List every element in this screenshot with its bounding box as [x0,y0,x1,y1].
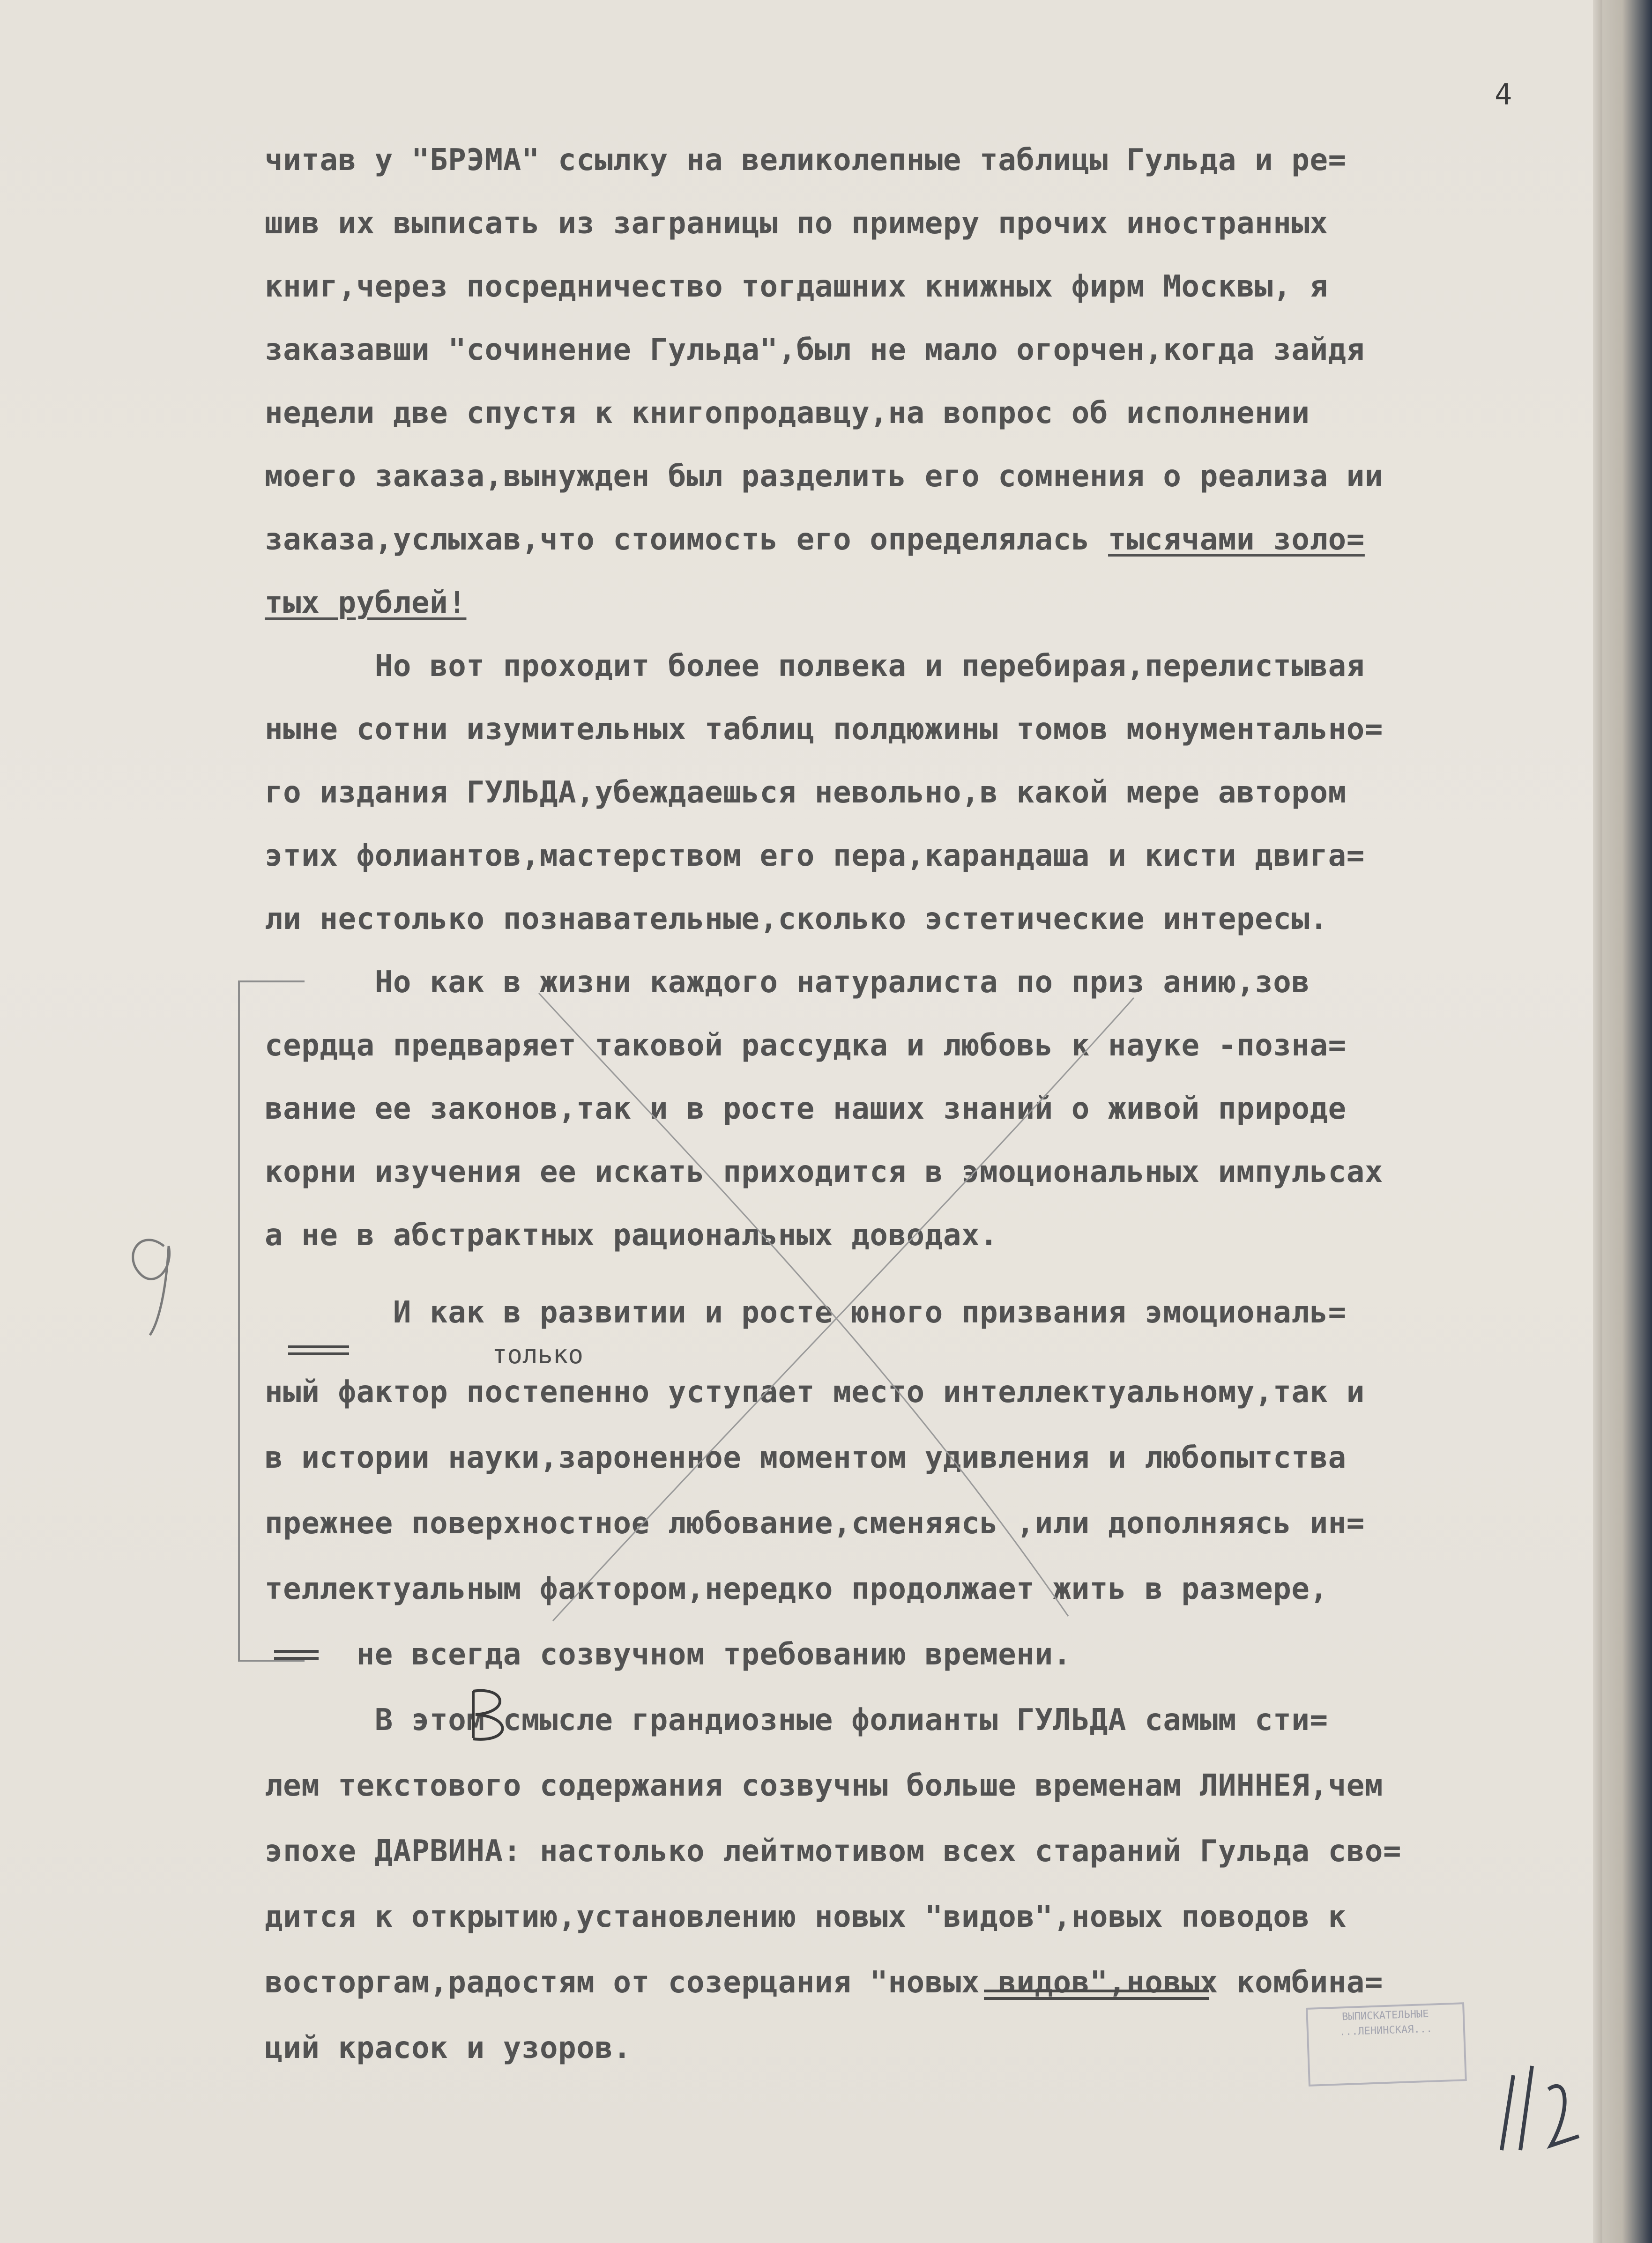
text-line: восторгам,радостям от созерцания "новых видов",новых комбина= [265,1965,1384,2000]
text-line: Но как в жизни каждого натуралиста по приз анию,зов [265,965,1310,1000]
text-line: го издания ГУЛЬДА,убеждаешься невольно,в какой мере автором [265,775,1347,810]
text-line: шив их выписать из заграницы по примеру прочих иностранных [265,206,1328,241]
text-line: корни изучения ее искать приходится в эмоциональных импульсах [265,1155,1384,1189]
text-line: теллектуальным фактором,нередко продолжает жить в размере, [265,1572,1328,1606]
correction-b-mark [473,1691,503,1739]
text-line: Но вот проходит более полвека и перебирая,перелистывая [265,649,1365,683]
text-line: лем текстового содержания созвучны больше временам ЛИННЕЯ,чем [265,1768,1384,1803]
strike-over-1 [288,1347,349,1354]
text-line: дится к открытию,установлению новых "видов",новых поводов к [265,1900,1347,1934]
text-line: недели две спустя к книгопродавцу,на вопрос об исполнении [265,396,1310,431]
text-line: вание ее законов,так и в росте наших знаний о живой природе [265,1092,1347,1126]
handwritten-page-mark [1502,2066,1579,2150]
text-line: эпохе ДАРВИНА: настолько лейтмотивом всех стараний Гульда сво= [265,1834,1402,1869]
stamp-line-1: ВЫПИСКАТЕЛЬНЫЕ [1341,2008,1429,2023]
library-stamp [1306,2002,1467,2087]
text-line: читав у "БРЭМА" ссылку на великолепные таблицы Гульда и ре= [265,143,1347,178]
strike-over-3 [984,1991,1209,1998]
underlined-phrase: тысячами золо= [1108,522,1365,557]
text-line: ный фактор постепенно уступает место интеллектуальному,так и [265,1375,1365,1410]
text-line: книг,через посредничество тогдашних книжных фирм Москвы, я [265,269,1328,304]
text-line: ли нестолько познавательные,сколько эстетические интересы. [265,902,1328,936]
margin-nine-mark [133,1240,170,1335]
text-line: прежнее поверхностное любование,сменяясь ,или дополняясь ин= [265,1506,1365,1541]
margin-bracket [239,981,305,1661]
text-line: ныне сотни изумительных таблиц полдюжины томов монументально= [265,712,1384,747]
underlined-phrase-end: тых рублей! [265,586,467,620]
text-line: этих фолиантов,мастерством его пера,карандаша и кисти двига= [265,839,1365,873]
text-line: И как в развитии и росте юного призвания эмоциональ= [265,1295,1347,1330]
text-line: В этом смысле грандиозные фолианты ГУЛЬДА самым сти= [265,1703,1328,1738]
inserted-word: только [492,1340,584,1369]
text-line: а не в абстрактных рациональных доводах. [265,1218,998,1253]
text-line: заказавши "сочинение Гульда",был не мало огорчен,когда зайдя [265,333,1365,367]
stamp-line-2: ...ЛЕНИНСКАЯ... [1339,2023,1433,2038]
cross-out-stroke-a [539,993,1068,1616]
text-line: ций красок и узоров. [265,2031,632,2065]
cross-out-stroke-b [553,998,1134,1621]
text-line: моего заказа,вынужден был разделить его сомнения о реализа ии [265,459,1384,494]
strike-over-2 [274,1651,319,1658]
text-line-start: заказа,услыхав,что стоимость его определялась [265,522,1109,557]
page-number: 4 [1495,77,1512,111]
text-line: сердца предваряет таковой рассудка и любовь к науке -позна= [265,1028,1347,1063]
text-line: в истории науки,зароненное моментом удивления и любопытства [265,1441,1347,1475]
text-line: не всегда созвучном требованию времени. [265,1637,1072,1672]
